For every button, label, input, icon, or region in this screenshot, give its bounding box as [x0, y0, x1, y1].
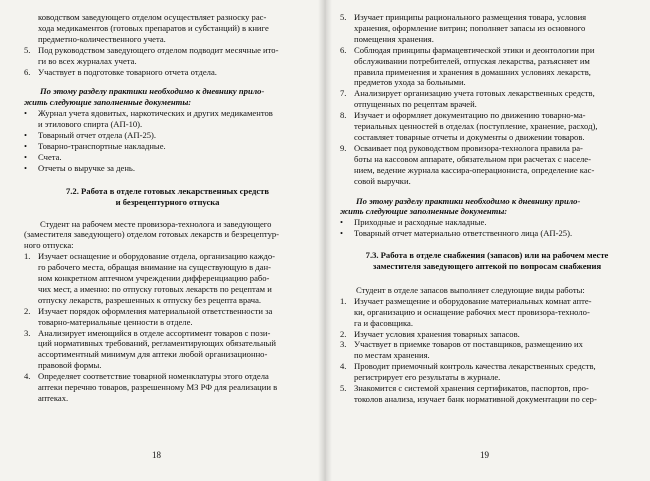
text-line: обслуживании потребителей, отпуская лекарства, разъясняет им — [354, 55, 590, 66]
text-line: помещения хранения. — [354, 33, 434, 44]
section-heading — [340, 250, 634, 272]
item-number: 3. — [24, 327, 31, 338]
item-text — [38, 45, 311, 67]
text-line: Счета. — [38, 151, 62, 162]
item-number: 6. — [24, 66, 31, 77]
list-item — [24, 328, 311, 372]
list-item — [340, 12, 634, 45]
text-line: нием, ведение журнала кассира-операциониста, определение кас- — [354, 164, 595, 175]
text-line: Анализирует имеющийся в отделе ассортимент товаров с пози- — [38, 327, 271, 338]
item-number: 5. — [340, 383, 347, 394]
list-item — [340, 45, 634, 89]
documents-list — [24, 108, 311, 173]
text-line: Изучает условия хранения товарных запасов. — [354, 328, 520, 339]
item-number: 7. — [340, 88, 347, 99]
item-number: 5. — [340, 12, 347, 22]
text-line: го рабочего места, обращая внимание на существующую в дан- — [38, 262, 271, 273]
list-item — [340, 110, 634, 143]
item-number: 1. — [24, 251, 31, 262]
item-number: 1. — [340, 295, 347, 306]
numbered-list — [24, 45, 311, 78]
item-text — [354, 45, 634, 89]
text-line: товарно-материальные ценности в отделе. — [38, 316, 193, 327]
text-line: Товарно-транспортные накладные. — [38, 140, 166, 151]
text-line: хода медикаментов (готовых препаратов и субстанций) в книге — [38, 22, 269, 33]
text-line: Товарный отчет материально ответственного лица (АП-25). — [354, 228, 573, 239]
item-text — [38, 371, 311, 404]
text-line: ассортиментный минимум для аптеки любой организационно- — [38, 349, 268, 360]
item-text — [354, 383, 634, 405]
item-text — [354, 143, 634, 187]
item-text — [38, 251, 311, 306]
item-text — [354, 217, 634, 228]
item-text — [38, 141, 311, 152]
text-line: По этому разделу практики необходимо к дневнику прило- — [356, 195, 581, 206]
bullet-marker: • — [24, 108, 28, 119]
text-line: (заместителя заведующего) отделом готовых лекарств и безрецептур- — [24, 229, 280, 240]
item-text — [38, 306, 311, 328]
numbered-list — [24, 251, 311, 404]
text-line: ководством заведующего отделом осуществляет разноску рас- — [38, 12, 267, 22]
item-text — [354, 12, 634, 45]
list-item — [340, 339, 634, 361]
item-number: 8. — [340, 110, 347, 121]
bullet-marker: • — [24, 162, 28, 173]
list-item — [24, 306, 311, 328]
text-line: Участвует в приемке товаров от поставщиков, размещению их — [354, 339, 583, 350]
document-item — [24, 163, 311, 174]
diary-note — [24, 86, 311, 108]
text-line: правовой формы. — [38, 360, 102, 371]
text-line: по местам хранения. — [354, 350, 430, 361]
list-item — [24, 67, 311, 78]
bullet-marker: • — [24, 151, 28, 162]
text-line: Товарный отчет отдела (АП-25). — [38, 130, 157, 141]
text-line: хранения, оформление витрин; пополняет запасы из основного — [354, 22, 586, 33]
item-number: 9. — [340, 142, 347, 153]
item-number: 2. — [340, 328, 347, 339]
list-item — [340, 296, 634, 329]
text-line: жить следующие заполненные документы: — [340, 206, 508, 217]
item-number: 2. — [24, 305, 31, 316]
list-item — [24, 45, 311, 67]
numbered-list — [340, 296, 634, 405]
item-text — [354, 110, 634, 143]
documents-list — [340, 217, 634, 239]
text-line: Знакомится с системой хранения сертификатов, паспортов, про- — [354, 383, 589, 394]
text-line: Отчеты о выручке за день. — [38, 162, 135, 173]
text-line: отпуску лекарств, разрешенных к отпуску без рецепта врача. — [38, 294, 262, 305]
item-text — [38, 152, 311, 163]
bullet-marker: • — [24, 130, 28, 141]
text-line: Студент в отделе запасов выполняет следующие виды работы: — [356, 284, 585, 295]
text-line: 7.2. Работа в отделе готовых лекарственных средств — [65, 185, 269, 196]
text-line: териальных ценностей в отделах (поступление, хранение, расход), — [354, 121, 598, 132]
list-item — [340, 361, 634, 383]
bullet-marker: • — [24, 140, 28, 151]
text-line: чих мест, а именно: по отпуску готовых лекарств по рецептам и — [38, 283, 272, 294]
text-line: ного отпуска: — [24, 240, 74, 251]
item-text — [354, 329, 634, 340]
text-line: совой выручки. — [354, 175, 411, 186]
item-text — [354, 296, 634, 329]
text-line: аптеках. — [38, 393, 69, 403]
document-item — [340, 228, 634, 239]
item-number: 3. — [340, 339, 347, 350]
text-line: По этому разделу практики необходимо к дневнику прило- — [40, 86, 265, 97]
list-item — [340, 329, 634, 340]
section-heading — [24, 186, 311, 208]
text-line: 7.3. Работа в отделе снабжения (запасов) или на рабочем месте — [365, 250, 609, 261]
text-line: Изучает размещение и оборудование материальных комнат апте- — [354, 295, 592, 306]
item-text — [354, 88, 634, 110]
item-text — [38, 163, 311, 174]
text-line: составляет товарные отчеты и документы о движении товаров. — [354, 131, 585, 142]
document-item — [24, 130, 311, 141]
text-line: аптеки перечню товаров, разрешенному МЗ РФ для реализации в — [38, 382, 278, 393]
item-number: 5. — [24, 44, 31, 55]
page-number: 18 — [152, 449, 161, 460]
text-line: Изучает и оформляет документацию по движению товарно-ма- — [354, 110, 586, 121]
text-line: Изучает порядок оформления материальной ответственности за — [38, 305, 273, 316]
text-line: боты на кассовом аппарате, обязательном при расчетах с населе- — [354, 153, 591, 164]
bullet-marker: • — [340, 217, 344, 228]
text-line: отпущенных по рецептам врачей. — [354, 99, 477, 110]
intro-paragraph — [340, 285, 634, 296]
item-text — [38, 328, 311, 372]
text-line: Изучает оснащение и оборудование отдела, организацию каждо- — [38, 251, 275, 262]
list-item — [24, 371, 311, 404]
item-text — [354, 228, 634, 239]
page-number: 19 — [480, 449, 489, 460]
document-item — [24, 108, 311, 130]
item-number: 6. — [340, 44, 347, 55]
right-page — [328, 0, 650, 481]
text-line: Приходные и расходные накладные. — [354, 217, 487, 228]
text-line: Соблюдая принципы фармацевтической этики и деонтологии при — [354, 44, 595, 55]
text-line: токолов анализа, изучает банк нормативной документации по сер- — [354, 394, 597, 404]
text-line: предметов ухода за больными. — [354, 77, 466, 88]
item-number: 4. — [24, 371, 31, 382]
list-item — [24, 251, 311, 306]
text-line: регистрирует его результаты в журнале. — [354, 372, 501, 383]
text-line: Журнал учета ядовитых, наркотических и других медикаментов — [38, 108, 273, 119]
item-text — [38, 130, 311, 141]
document-item — [24, 152, 311, 163]
numbered-list — [340, 12, 634, 187]
text-line: ги во всех журналах учета. — [38, 55, 137, 66]
text-line: Изучает принципы рационального размещения товара, условия — [354, 12, 587, 22]
text-line: Осваивает под руководством провизора-технолога правила ра- — [354, 142, 583, 153]
bullet-marker: • — [340, 228, 344, 239]
text-line: предметно-количественного учета. — [38, 33, 166, 44]
text-line: и безрецептурного отпуска — [115, 196, 220, 207]
list-item — [340, 383, 634, 405]
text-line: ки, организацию и оснащение рабочих мест провизора-техноло- — [354, 306, 590, 317]
item-text — [38, 67, 311, 78]
document-item — [24, 141, 311, 152]
text-line: Участвует в подготовке товарного отчета отдела. — [38, 66, 217, 77]
list-item — [340, 143, 634, 187]
text-line: Студент на рабочем месте провизора-технолога и заведующего — [40, 218, 272, 229]
list-item — [340, 88, 634, 110]
item-text — [354, 339, 634, 361]
document-item — [340, 217, 634, 228]
text-line: га и фасовщика. — [354, 317, 414, 328]
item-number: 4. — [340, 361, 347, 372]
text-line: ном конкретном аптечном учреждении дифференциацию рабо- — [38, 273, 270, 284]
text-line: заместителя заведующего аптекой по вопросам снабжения — [372, 261, 602, 272]
text-line: Определяет соответствие товарной номенклатуры этого отдела — [38, 371, 269, 382]
text-line: Проводит приемочный контроль качества лекарственных средств, — [354, 361, 596, 372]
text-line: и этилового спирта (АП-10). — [38, 119, 143, 130]
item-text — [354, 361, 634, 383]
continuation-text — [24, 12, 311, 45]
item-text — [38, 108, 311, 130]
text-line: Под руководством заведующего отделом подводит месячные ито- — [38, 44, 279, 55]
diary-note — [340, 196, 634, 218]
text-line: Анализирует организацию учета готовых лекарственных средств, — [354, 88, 595, 99]
text-line: правила применения и хранения в домашних условиях лекарств, — [354, 66, 591, 77]
intro-paragraph — [24, 219, 311, 252]
text-line: ций нормативных требований, регламентирующих обязательный — [38, 338, 276, 349]
text-line: жить следующие заполненные документы: — [24, 97, 192, 108]
